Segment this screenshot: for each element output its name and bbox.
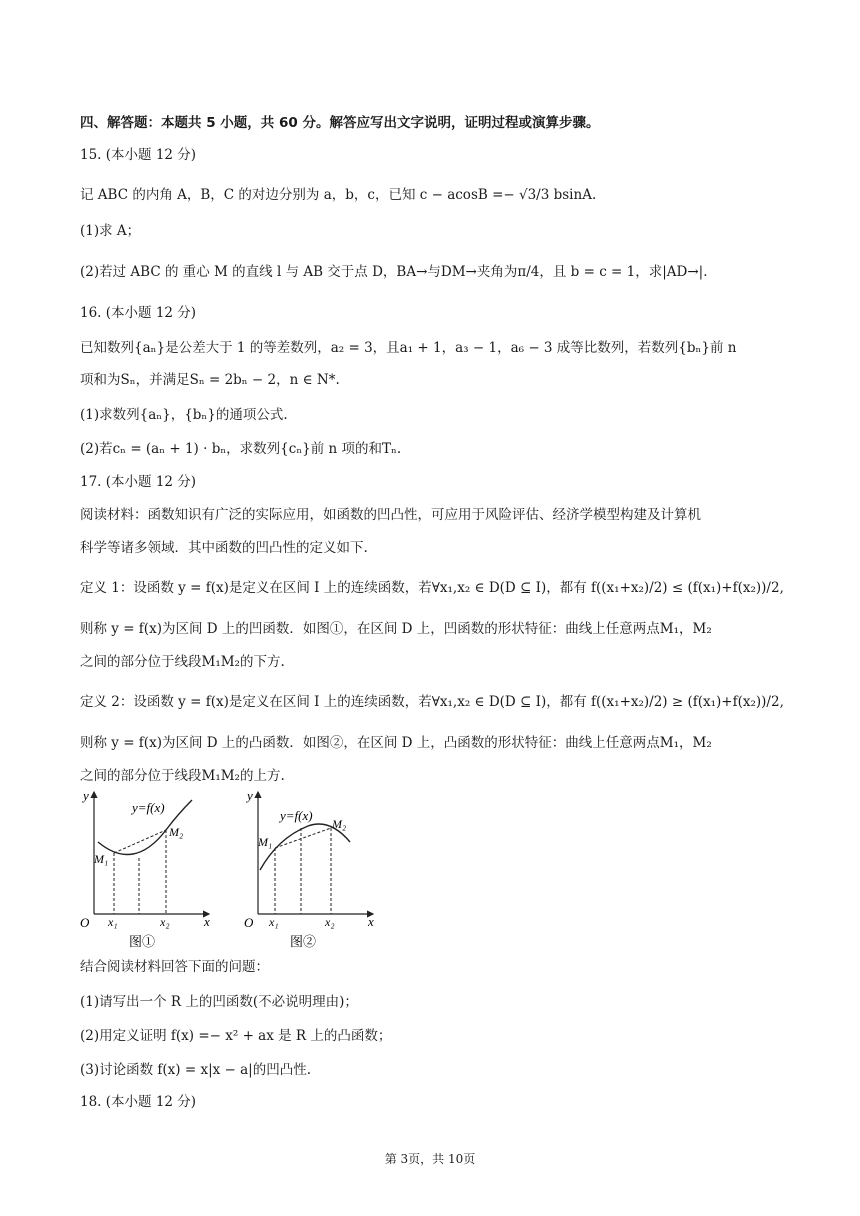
m2-label: M₂ [169,825,184,839]
section-title: 四、解答题：本题共 5 小题，共 60 分。解答应写出文字说明，证明过程或演算步骤。 [80,115,600,131]
q17-reading-line1: 阅读材料：函数知识有广泛的实际应用，如函数的凹凸性，可应用于风险评估、经济学模型构建及计算机 [80,507,701,523]
q17-def1-line2: 则称 y = f(x)为区间 D 上的凹函数．如图①，在区间 D 上，凹函数的形状特征：曲线上任意两点M₁，M₂ [80,621,712,637]
origin-label: O [244,915,254,930]
function-label: y=f(x) [280,808,313,823]
q16-stem-line1: 已知数列{aₙ}是公差大于 1 的等差数列，a₂ = 3，且a₁ + 1，a₃ − 1，a₆ − 3 成等比数列，若数列{bₙ}前 n [80,340,737,356]
q17-def1-line3: 之间的部分位于线段M₁M₂的下方. [80,654,285,670]
q16-part1: (1)求数列{aₙ}，{bₙ}的通项公式. [80,407,288,423]
q17-part1: (1)请写出一个 R 上的凹函数(不必说明理由)； [80,994,358,1010]
page-footer: 第 3页，共 10页 [384,1152,476,1166]
x1-label: x₁ [108,915,118,929]
figure-concave [74,786,224,951]
y-label: y [83,788,89,803]
x2-label: x₂ [325,915,335,929]
q17-def2-line3: 之间的部分位于线段M₁M₂的上方. [80,768,285,784]
x2-label: x₂ [160,915,170,929]
q17-reading-line2: 科学等诸多领域．其中函数的凹凸性的定义如下. [80,540,368,556]
q17-part3: (3)讨论函数 f(x) = x|x − a|的凹凸性. [80,1062,312,1078]
q17-part2: (2)用定义证明 f(x) =− x² + ax 是 R 上的凸函数； [80,1028,392,1044]
q15-stem: 记 ABC 的内角 A，B，C 的对边分别为 a，b，c，已知 c − acosB =− √3/3 bsinA. [80,187,597,203]
x-label: x [204,914,210,929]
q15-header: 15. (本小题 12 分) [80,147,197,163]
q15-part1: (1)求 A； [80,223,141,239]
figure-caption: 图② [290,934,317,949]
q17-header: 17. (本小题 12 分) [80,474,197,490]
q16-stem-line2: 项和为Sₙ，并满足Sₙ = 2bₙ − 2，n ∈ N*. [80,372,340,388]
q16-part2: (2)若cₙ = (aₙ + 1) · bₙ，求数列{cₙ}前 n 项的和Tₙ. [80,441,402,457]
function-label: y=f(x) [132,800,165,815]
origin-label: O [80,915,90,930]
figure-convex [238,786,388,951]
x-label: x [368,914,374,929]
q16-header: 16. (本小题 12 分) [80,305,197,321]
x1-label: x₁ [269,915,279,929]
q15-part2: (2)若过 ABC 的 重心 M 的直线 l 与 AB 交于点 D，BA→与DM→夹角为π/4，且 b = c = 1，求|AD→|. [80,264,708,280]
q17-combine: 结合阅读材料回答下面的问题： [80,959,269,975]
q17-def1-line1: 定义 1：设函数 y = f(x)是定义在区间 I 上的连续函数，若∀x₁,x₂ ∈ D(D ⊆ I)，都有 f((x₁+x₂)/2) ≤ (f(x₁)+f(x₂))/2, [80,580,784,596]
m2-label: M₂ [332,817,347,831]
q18-header: 18. (本小题 12 分) [80,1094,197,1110]
chord [275,828,331,848]
y-label: y [247,788,253,803]
chord [114,830,166,853]
figure-caption: 图① [129,934,156,949]
m1-label: M₁ [258,835,273,849]
q17-def2-line1: 定义 2：设函数 y = f(x)是定义在区间 I 上的连续函数，若∀x₁,x₂ ∈ D(D ⊆ I)，都有 f((x₁+x₂)/2) ≥ (f(x₁)+f(x₂))/2, [80,694,784,710]
q17-def2-line2: 则称 y = f(x)为区间 D 上的凸函数．如图②，在区间 D 上，凸函数的形状特征：曲线上任意两点M₁，M₂ [80,735,712,751]
m1-label: M₁ [94,852,109,866]
